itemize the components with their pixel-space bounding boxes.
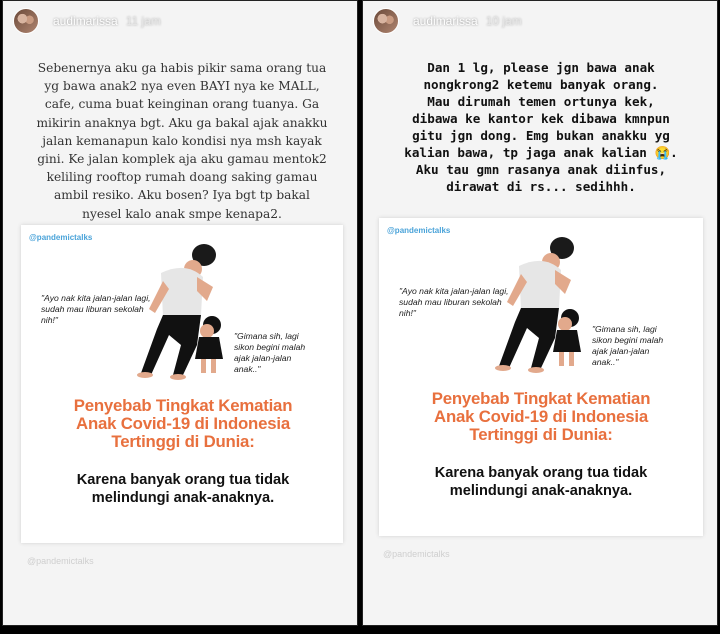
watermark: @pandemictalks [383, 549, 450, 559]
caption-line: nyesel kalo anak smpe kenapa2. [82, 206, 282, 221]
caption-line: keliling rooftop rumah doang saking gamau [46, 170, 318, 185]
card-subtitle-line: melindungi anak-anaknya. [449, 483, 633, 499]
watermark: @pandemictalks [27, 556, 94, 566]
username[interactable]: audimarissa [53, 14, 118, 28]
card-title [387, 390, 695, 444]
caption-line: yg bawa anak2 nya even BAYI nya ke MALL, [44, 79, 320, 94]
shared-post-card[interactable] [21, 225, 343, 543]
bottom-bar [0, 626, 720, 634]
card-handle: @pandemictalks [29, 233, 93, 242]
caption-line: Dan 1 lg, please jgn bawa anak [427, 60, 655, 75]
caption-line: gini. Ke jalan komplek aja aku gamau mentok2 [37, 152, 327, 167]
quote-child: "Gimana sih, lagi sikon begini malah ajak jalan-jalan anak.." [234, 331, 306, 374]
story-header [373, 6, 522, 36]
caption-line: dirawat di rs... sedihhh. [446, 179, 636, 194]
card-subtitle-line: Karena banyak orang tua tidak [76, 472, 290, 488]
quote-parent: "Ayo nak kita jalan-jalan lagi, sudah mau liburan sekolah nih!" [399, 286, 509, 318]
caption-line: gitu jgn dong. Emg bukan anakku yg [412, 128, 670, 143]
card-handle: @pandemictalks [387, 226, 451, 235]
card-subtitle-line: melindungi anak-anaknya. [91, 490, 275, 506]
story-caption [21, 59, 343, 223]
quote-child: "Gimana sih, lagi sikon begini malah ajak jalan-jalan anak.." [592, 324, 664, 367]
quote-parent: "Ayo nak kita jalan-jalan lagi, sudah mau liburan sekolah nih!" [41, 293, 151, 325]
avatar[interactable] [13, 8, 39, 34]
caption-line: ambil resiko. Aku bosen? Iya bgt tp bakal [54, 188, 310, 203]
caption-line: Aku tau gmn rasanya anak diinfus, [415, 162, 667, 177]
caption-line: nongkrong2 ketemu banyak orang. [423, 77, 659, 92]
card-title-line: Penyebab Tingkat Kematian [431, 389, 651, 408]
story-header [13, 6, 161, 36]
card-title-line: Anak Covid-19 di Indonesia [76, 414, 290, 433]
card-subtitle-line: Karena banyak orang tua tidak [434, 465, 648, 481]
post-time: 11 jam [125, 14, 161, 28]
avatar[interactable] [373, 8, 399, 34]
story-caption [371, 59, 711, 195]
card-title [29, 397, 337, 451]
caption-line: dibawa ke kantor kek dibawa kmnpun [412, 111, 670, 126]
caption-line: jalan kemanapun kalo kondisi nya msh kayak [42, 133, 322, 148]
caption-line: kalian bawa, tp jaga anak kalian 😭. [404, 145, 678, 160]
story-panel-left[interactable] [2, 0, 358, 626]
caption-line: cafe, cuma buat keinginan orang tuanya. Ga [44, 97, 320, 112]
card-subtitle [387, 464, 695, 500]
shared-post-card[interactable] [379, 218, 703, 536]
caption-line: mikirin anaknya bgt. Aku ga bakal ajak anakku [36, 115, 328, 130]
card-title-line: Anak Covid-19 di Indonesia [434, 407, 648, 426]
card-title-line: Tertinggi di Dunia: [111, 432, 255, 451]
card-title-line: Tertinggi di Dunia: [469, 425, 613, 444]
caption-line: Sebenernya aku ga habis pikir sama orang tua [37, 61, 327, 75]
username[interactable]: audimarissa [413, 14, 478, 28]
card-title-line: Penyebab Tingkat Kematian [73, 396, 293, 415]
card-subtitle [29, 471, 337, 507]
post-time: 10 jam [485, 14, 522, 28]
caption-line: Mau dirumah temen ortunya kek, [427, 94, 655, 109]
story-panel-right[interactable] [362, 0, 718, 626]
